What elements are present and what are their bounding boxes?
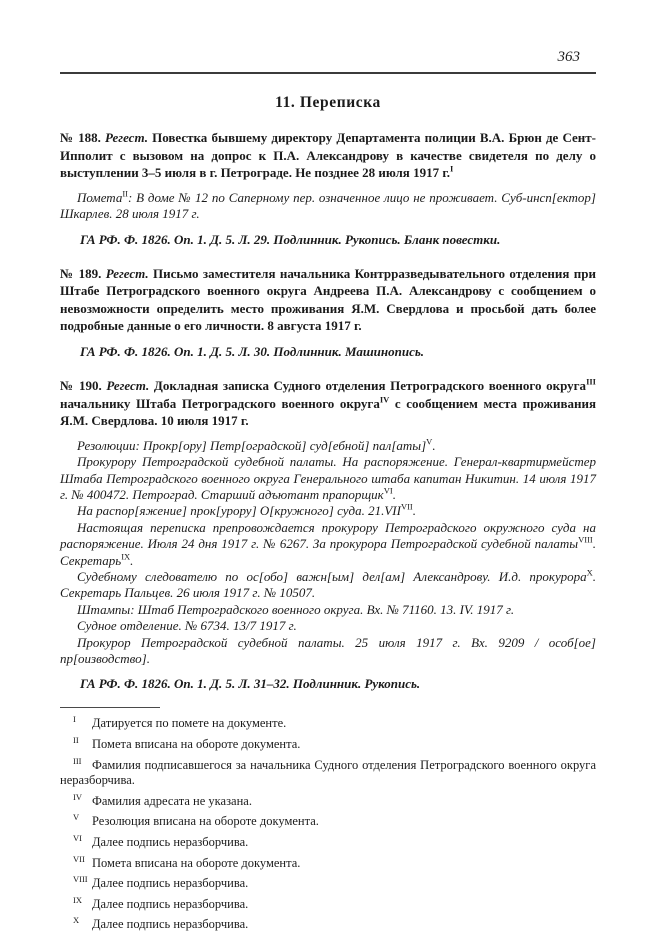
footnote-item xyxy=(60,915,596,933)
footnote-ref: I xyxy=(450,163,454,174)
footnote-text: Резолюция вписана на обороте документа. xyxy=(92,814,319,829)
text-segment: Прокурору Петроградской судебной палаты. На распоряжение. Генерал-квартирмейстер Штаба Петроградского военного округа Генерального штаба капитан Никитин. 14 июля 1917 г. № 400472. Петроград. Старший адъютант прапорщик xyxy=(60,454,596,502)
text-segment: Судное отделение. № 6734. 13/7 1917 г. xyxy=(77,618,297,634)
footnote-item xyxy=(60,833,596,851)
annotation-paragraph xyxy=(60,454,596,503)
annotation-paragraph xyxy=(60,438,596,454)
text-segment: с сообщением места проживания Я.М. Свердлова. 10 июля 1917 г. xyxy=(60,395,596,429)
footnote-text: Фамилия подписавшегося за начальника Судного отделения Петроградского военного округа неразборчива. xyxy=(60,757,596,788)
text-segment: : В доме № 12 по Саперному пер. означенное лицо не проживает. Суб-инсп[ектор] Шкарлев. 28 июля 1917 г. xyxy=(60,189,596,222)
text-segment: № 188. xyxy=(60,130,106,145)
footnote-divider xyxy=(60,707,160,708)
page-number: 363 xyxy=(557,49,580,65)
entry-heading xyxy=(60,377,596,430)
footnote-item xyxy=(60,714,596,732)
text-segment: . Секретарь xyxy=(60,536,596,568)
text-segment: Докладная записка Судного отделения Петроградского военного округа xyxy=(149,377,587,393)
archive-reference: ГА РФ. Ф. 1826. Оп. 1. Д. 5. Л. 31–32. Подлинник. Рукопись. xyxy=(80,676,421,692)
text-segment: Настоящая переписка препровождается прокурору Петроградского окружного суда на распоряжение. Июля 24 дня 1917 г. № 6267. За прокурора Петроградской судебной палаты xyxy=(60,519,596,552)
footnote-item xyxy=(60,895,596,913)
archive-reference: ГА РФ. Ф. 1826. Оп. 1. Д. 5. Л. 30. Подлинник. Машинопись. xyxy=(80,343,425,359)
footnote-marker: IX xyxy=(73,894,82,905)
header-rule xyxy=(60,72,596,74)
text-segment: Штампы: Штаб Петроградского военного округа. Вх. № 71160. 13. IV. 1917 г. xyxy=(77,601,515,617)
footnote-text: Датируется по помете на документе. xyxy=(92,716,287,731)
footnote-item xyxy=(60,792,596,810)
entry-189 xyxy=(60,265,596,360)
section-title: 11. Переписка xyxy=(275,94,381,111)
footnote-marker: VI xyxy=(73,833,82,843)
entry-heading xyxy=(60,129,596,182)
text-segment: Регест. xyxy=(105,130,148,145)
text-segment: № 190. xyxy=(60,377,107,393)
footnote-text: Помета вписана на обороте документа. xyxy=(92,855,301,870)
text-segment: Письмо заместителя начальника Контрразведывательного отделения при Штабе Петроградского военного округа Андреева П.А. Александрову с сообщением о невозможности определить место проживания Я.М. Свердлова и просьбой дать более подробные данные о его личности. 8 августа 1917 г. xyxy=(60,265,596,334)
entry-190 xyxy=(60,377,596,692)
entry-188 xyxy=(60,129,596,248)
footnote-marker: VII xyxy=(73,853,85,864)
footnote-ref: VIII xyxy=(578,534,593,545)
footnote-marker: V xyxy=(73,812,80,823)
text-segment: Помета xyxy=(77,189,123,205)
footnote-ref: IV xyxy=(379,394,390,405)
text-segment: начальнику Штаба Петроградского военного округа xyxy=(60,395,380,411)
footnote-item xyxy=(60,854,596,872)
footnote-ref: VII xyxy=(400,502,413,513)
footnotes-section xyxy=(60,707,596,933)
text-segment: Повестка бывшему директору Департамента полиции В.А. Брюн де Сент-Ипполит с вызовом на допрос к П.А. Александрову в качестве свидетеля по делу о выступлении 3–5 июля в г. Петрограде. Не позднее 28 июля 1917 г. xyxy=(60,130,596,181)
footnote-marker: IV xyxy=(73,791,82,802)
footnote-text: Далее подпись неразборчива. xyxy=(92,876,249,891)
footnote-marker: VIII xyxy=(73,874,88,885)
text-segment: . xyxy=(412,503,417,519)
text-segment: . Секретарь Пальцев. 26 июля 1917 г. № 10507. xyxy=(60,569,596,601)
text-segment: Регест. xyxy=(106,377,150,393)
footnote-text: Помета вписана на обороте документа. xyxy=(92,737,301,752)
annotation-paragraph xyxy=(60,190,596,223)
footnote-text: Далее подпись неразборчива. xyxy=(92,917,249,932)
footnote-ref: X xyxy=(586,567,593,578)
footnote-item xyxy=(60,756,596,789)
footnotes-container xyxy=(60,714,596,933)
text-segment: . xyxy=(432,437,436,453)
annotation-paragraph xyxy=(60,635,596,668)
text-segment: . xyxy=(392,486,396,502)
text-segment: Судебному следователю по ос[обо] важн[ым] дел[ам] Александрову. И.д. прокурора xyxy=(77,569,587,584)
text-segment: Регест. xyxy=(105,265,149,281)
text-segment: Прокурор Петроградской судебной палаты. 25 июля 1917 г. Вх. 9209 / особ[ое] пр[оизводство]. xyxy=(60,634,596,667)
footnote-text: Далее подпись неразборчива. xyxy=(92,896,249,911)
footnote-text: Далее подпись неразборчива. xyxy=(92,835,249,849)
footnote-text: Фамилия адресата не указана. xyxy=(92,793,252,808)
footnote-ref: II xyxy=(122,188,129,199)
footnote-ref: V xyxy=(426,436,433,447)
footnote-ref: III xyxy=(586,376,596,387)
footnote-ref: IX xyxy=(121,551,131,562)
text-segment: . xyxy=(130,552,134,568)
text-segment: № 189. xyxy=(60,265,106,281)
entry-heading xyxy=(60,265,596,335)
text-segment: На распор[яжение] прок[урору] О[кружного] суда. 21.VII xyxy=(77,503,401,519)
annotation-paragraph xyxy=(60,602,596,618)
archive-reference: ГА РФ. Ф. 1826. Оп. 1. Д. 5. Л. 29. Подлинник. Рукопись. Бланк повестки. xyxy=(80,231,501,247)
text-segment: Резолюции: Прокр[ору] Петр[оградской] суд[ебной] пал[аты] xyxy=(77,437,427,453)
footnote-item xyxy=(60,812,596,830)
entries-container xyxy=(60,129,596,692)
annotation-paragraph xyxy=(60,520,596,569)
annotation-paragraph xyxy=(60,503,596,519)
footnote-marker: III xyxy=(73,755,82,766)
annotation-paragraph xyxy=(60,569,596,602)
footnote-marker: II xyxy=(73,735,79,746)
footnote-ref: VI xyxy=(383,485,393,496)
footnote-item xyxy=(60,735,596,753)
footnote-item xyxy=(60,874,596,892)
footnote-marker: X xyxy=(73,915,80,926)
footnote-marker: I xyxy=(73,714,76,725)
annotation-paragraph xyxy=(60,618,596,634)
